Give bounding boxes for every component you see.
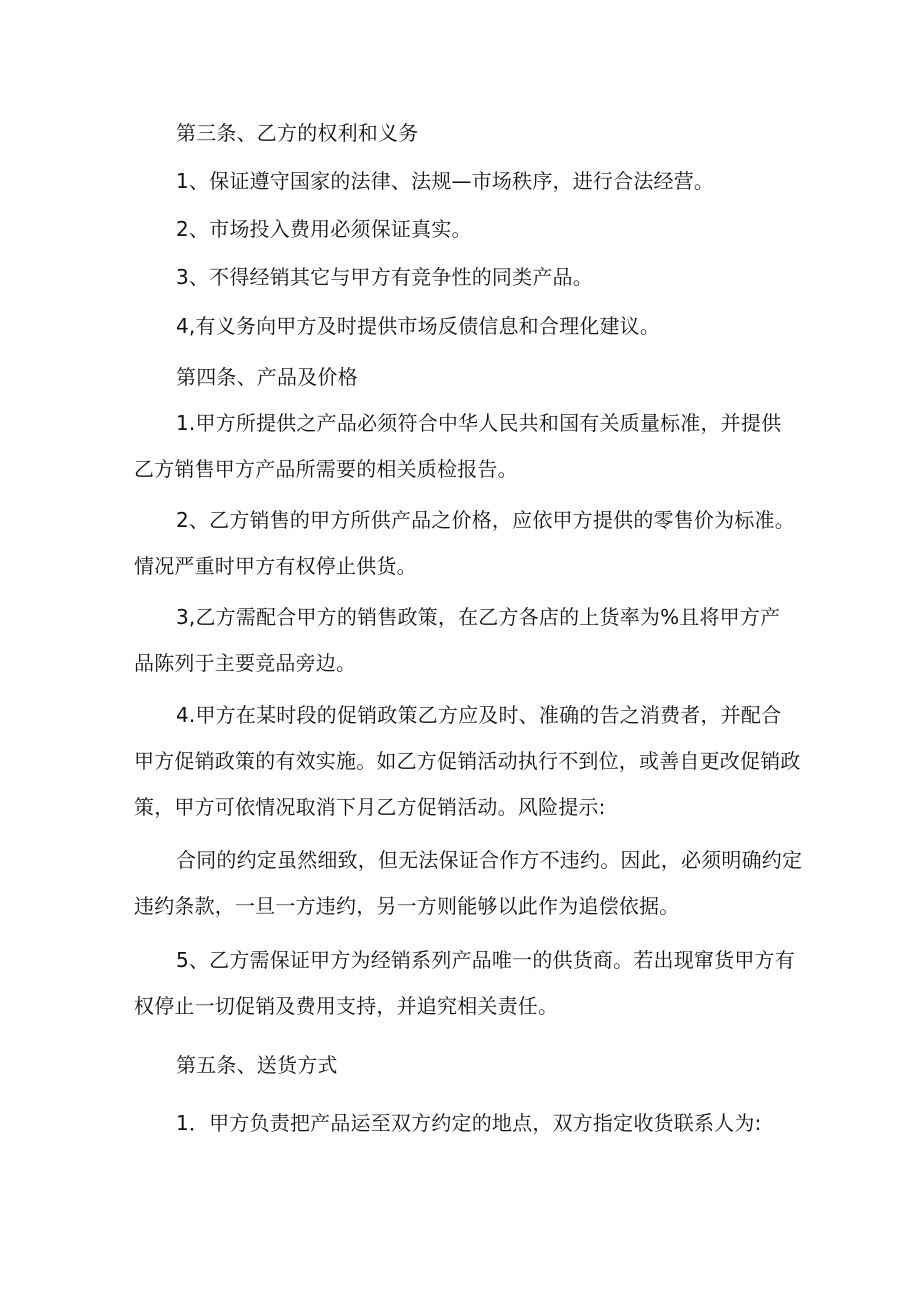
paragraph-3-3: [134, 254, 794, 300]
text-line: 违约条款，一旦一方违约，另一方则能够以此作为追偿依据。: [134, 894, 680, 918]
text-line: 1.甲方所提供之产品必须符合中华人民共和国有关质量标准，并提供: [176, 411, 782, 435]
heading-article-4: [134, 354, 794, 400]
heading-article-5: [134, 1042, 794, 1088]
paragraph-5-1: [134, 1100, 794, 1146]
heading-article-3: [134, 110, 794, 156]
paragraph-4-3: [134, 594, 794, 686]
text-line: 乙方销售甲方产品所需要的相关质检报告。: [134, 457, 518, 481]
paragraph-3-1: [134, 158, 794, 204]
paragraph-4-5: [134, 937, 794, 1029]
text-line: 2、市场投入费用必须保证真实。: [176, 217, 472, 241]
text-line: 5、乙方需保证甲方为经销系列产品唯一的供货商。若出现窜货甲方有: [176, 948, 795, 972]
text-line: 品陈列于主要竞品旁边。: [134, 651, 357, 675]
text-line: 3,乙方需配合甲方的销售政策，在乙方各店的上货率为%且将甲方产: [176, 605, 781, 629]
text-line: 合同的约定虽然细致，但无法保证合作方不违约。因此，必须明确约定: [176, 848, 803, 872]
text-line: 1．甲方负责把产品运至双方约定的地点，双方指定收货联系人为:: [176, 1111, 762, 1135]
text-line: 4,有义务向甲方及时提供市场反债信息和合理化建议。: [176, 314, 661, 338]
text-line: 4.甲方在某时段的促销政策乙方应及时、准确的告之消费者，并配合: [176, 703, 782, 727]
paragraph-3-2: [134, 206, 794, 252]
paragraph-4-2: [134, 497, 794, 589]
text-line: 策，甲方可依情况取消下月乙方促销活动。风险提示:: [134, 795, 606, 819]
text-line: 3、不得经销其它与甲方有竞争性的同类产品。: [176, 265, 593, 289]
paragraph-4-1: [134, 400, 794, 492]
text-line: 1、保证遵守国家的法律、法规—市场秩序，进行合法经营。: [176, 169, 715, 193]
risk-note-paragraph: [134, 837, 803, 929]
text-line: 甲方促销政策的有效实施。如乙方促销活动执行不到位，或善自更改促销政: [134, 749, 801, 773]
paragraph-4-4: [134, 692, 801, 830]
text-line: 2、乙方销售的甲方所供产品之价格，应依甲方提供的零售价为标准。: [176, 508, 795, 532]
text-line: 第三条、乙方的权利和义务: [176, 121, 419, 145]
text-line: 第五条、送货方式: [176, 1053, 338, 1077]
paragraph-3-4: [134, 303, 794, 349]
text-line: 情况严重时甲方有权停止供货。: [134, 554, 417, 578]
text-line: 权停止一切促销及费用支持，并追究相关责任。: [134, 994, 559, 1018]
text-line: 第四条、产品及价格: [176, 365, 358, 389]
